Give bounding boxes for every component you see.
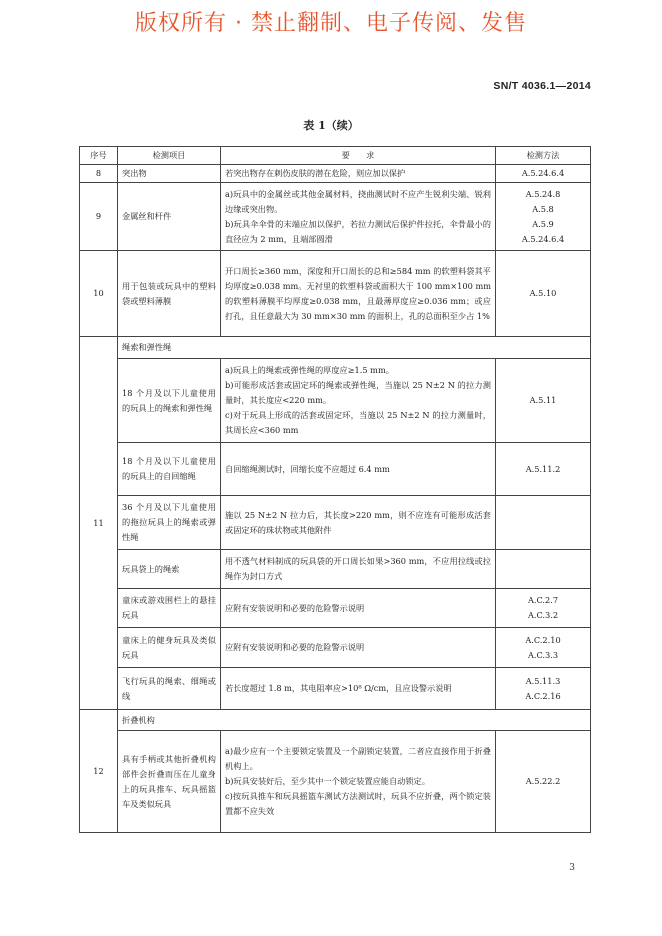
standard-code: SN/T 4036.1—2014 [493, 80, 591, 92]
test-method: A.5.22.2 [496, 731, 591, 833]
requirement: 开口周长≥360 mm，深度和开口周长的总和≥584 mm 的软塑料袋其平均厚度≥0.038 mm。无衬里的软塑料袋或面积大于 100 mm×100 mm 的软塑料薄膜平均厚度≥0.038 mm，且最薄厚度应≥0.036 mm；或应打孔，且任意最大为 30 mm×30 mm 的面积上，孔的总面积至少占 1% [221, 251, 496, 337]
requirement: 若长度超过 1.8 m，其电阻率应>10⁸ Ω/cm，且应设警示说明 [221, 668, 496, 710]
test-item: 金属丝和杆件 [118, 183, 221, 251]
test-method: A.5.10 [496, 251, 591, 337]
row-number: 10 [80, 251, 118, 337]
header-method: 检测方法 [496, 147, 591, 165]
row-number: 8 [80, 165, 118, 183]
table-row [80, 731, 591, 833]
test-method: A.5.24.8 A.5.8 A.5.9 A.5.24.6.4 [496, 183, 591, 251]
table-row [80, 496, 591, 550]
row-number: 11 [80, 337, 118, 710]
test-method: A.5.11.3 A.C.2.16 [496, 668, 591, 710]
table-title: 表 1（续） [303, 119, 359, 132]
page-number: 3 [569, 863, 575, 873]
header-item: 检测项目 [118, 147, 221, 165]
test-method: A.5.24.6.4 [496, 165, 591, 183]
test-item: 36 个月及以下儿童使用的拖拉玩具上的绳索或弹性绳 [118, 496, 221, 550]
requirement: a)玩具上的绳索或弹性绳的厚度应≥1.5 mm。 b)可能形成活套或固定环的绳索或弹性绳，当施以 25 N±2 N 的拉力测量时，其长度应<220 mm。 c)对于玩具上形成的活套或固定环，当施以 25 N±2 N 的拉力测量时，其周长应<360 mm [221, 359, 496, 443]
test-item: 18 个月及以下儿童使用的玩具上的绳索和弹性绳 [118, 359, 221, 443]
test-method: A.5.11.2 [496, 443, 591, 496]
test-item: 用于包装或玩具中的塑料袋或塑料薄膜 [118, 251, 221, 337]
test-item: 具有手柄或其他折叠机构部件会折叠而压在儿童身上的玩具推车、玩具摇篮车及类似玩具 [118, 731, 221, 833]
table-row [80, 710, 591, 731]
requirement: a)最少应有一个主要锁定装置及一个副锁定装置，二者应直接作用于折叠机构上。 b)玩具安装好后，至少其中一个锁定装置应能自动锁定。 c)按玩具推车和玩具摇篮车测试方法测试时，玩具不应折叠，两个锁定装置都不应失效 [221, 731, 496, 833]
header-requirement: 要 求 [221, 147, 496, 165]
test-method: A.C.2.7 A.C.3.2 [496, 589, 591, 628]
test-item: 18 个月及以下儿童使用的玩具上的自回缩绳 [118, 443, 221, 496]
table-row [80, 668, 591, 710]
table-row [80, 589, 591, 628]
test-item: 童床或游戏围栏上的悬挂玩具 [118, 589, 221, 628]
table-row [80, 443, 591, 496]
test-method [496, 496, 591, 550]
section-heading: 绳索和弹性绳 [118, 337, 591, 359]
copyright-watermark: 版权所有 · 禁止翻制、电子传阅、发售 [135, 11, 527, 36]
requirement: 应附有安装说明和必要的危险警示说明 [221, 589, 496, 628]
section-heading: 折叠机构 [118, 710, 591, 731]
header-no: 序号 [80, 147, 118, 165]
test-method: A.C.2.10 A.C.3.3 [496, 628, 591, 668]
test-item: 突出物 [118, 165, 221, 183]
row-number: 9 [80, 183, 118, 251]
test-item: 玩具袋上的绳索 [118, 550, 221, 589]
test-method: A.5.11 [496, 359, 591, 443]
table-header-row [80, 147, 591, 165]
requirement: 施以 25 N±2 N 拉力后，其长度>220 mm，则不应连有可能形成活套或固定环的珠状物或其他附件 [221, 496, 496, 550]
requirements-table [79, 146, 591, 833]
test-method [496, 550, 591, 589]
requirement: 应附有安装说明和必要的危险警示说明 [221, 628, 496, 668]
test-item: 童床上的健身玩具及类似玩具 [118, 628, 221, 668]
table-row [80, 183, 591, 251]
table-row [80, 337, 591, 359]
table-row [80, 165, 591, 183]
requirement: 自回缩绳测试时，回缩长度不应超过 6.4 mm [221, 443, 496, 496]
requirement: 用不透气材料制成的玩具袋的开口周长如果>360 mm，不应用拉线或拉绳作为封口方式 [221, 550, 496, 589]
requirement: 若突出物存在刺伤皮肤的潜在危险，则应加以保护 [221, 165, 496, 183]
requirement: a)玩具中的金属丝或其他金属材料，挠曲测试时不应产生锐利尖端、锐利边缘或突出物。 b)玩具伞伞骨的末端应加以保护，若拉力测试后保护件拉托，伞骨最小的直径应为 2 mm，且端部圆滑 [221, 183, 496, 251]
table-row [80, 550, 591, 589]
table-row [80, 359, 591, 443]
table-row [80, 251, 591, 337]
row-number: 12 [80, 710, 118, 833]
test-item: 飞行玩具的绳索、细绳或线 [118, 668, 221, 710]
table-row [80, 628, 591, 668]
